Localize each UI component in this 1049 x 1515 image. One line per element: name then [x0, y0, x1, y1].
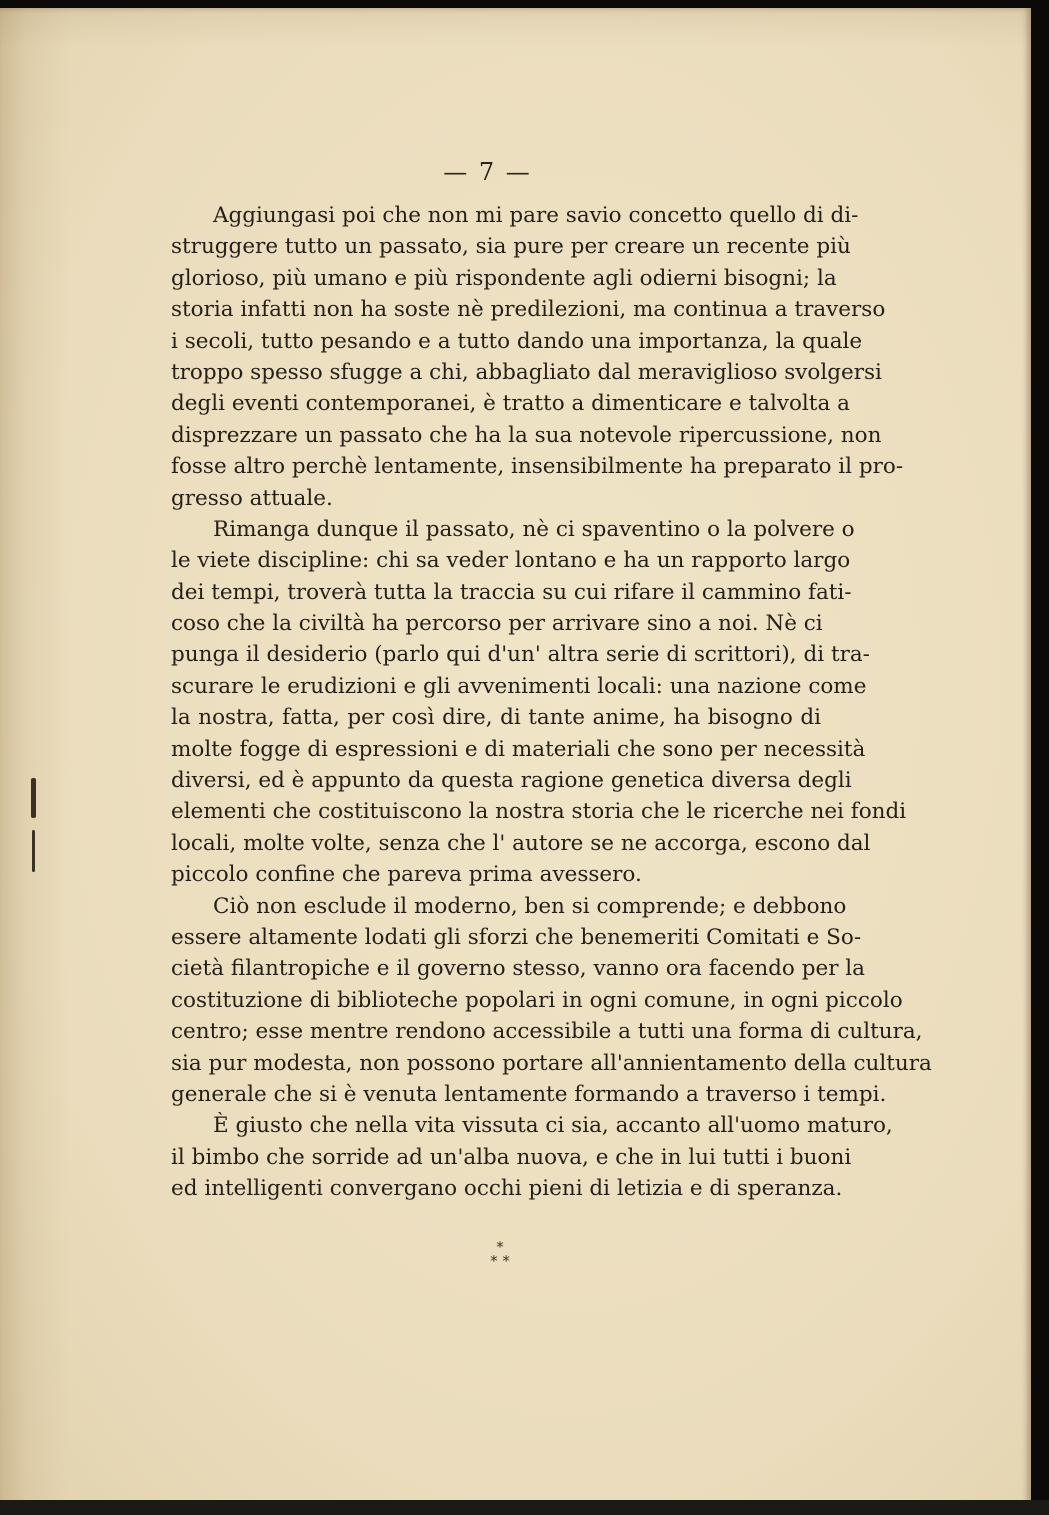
text-line: sia pur modesta, non possono portare all'annientamento della cultura — [171, 1050, 932, 1076]
text-line: gresso attuale. — [171, 485, 333, 511]
text-line: il bimbo che sorride ad un'alba nuova, e che in lui tutti i buoni — [171, 1144, 852, 1170]
paragraph — [171, 200, 904, 514]
text-line: scurare le erudizioni e gli avvenimenti locali: una nazione come — [171, 673, 867, 699]
text-line: i secoli, tutto pesando e a tutto dando una importanza, la quale — [171, 328, 863, 354]
page-number: — 7 — — [443, 158, 532, 186]
text-line: locali, molte volte, senza che l' autore se ne accorga, escono dal — [171, 830, 871, 856]
text-line: costituzione di biblioteche popolari in ogni comune, in ogni piccolo — [171, 987, 903, 1013]
binding-stitch — [31, 778, 36, 818]
text-line: essere altamente lodati gli sforzi che benemeriti Comitati e So- — [171, 924, 862, 950]
section-separator — [470, 1240, 530, 1268]
paragraph — [171, 1110, 893, 1204]
text-line: molte fogge di espressioni e di materiali che sono per necessità — [171, 736, 866, 762]
text-line: struggere tutto un passato, sia pure per creare un recente più — [171, 234, 851, 260]
text-line: disprezzare un passato che ha la sua notevole ripercussione, non — [171, 422, 882, 448]
body-text — [171, 200, 932, 1205]
text-line: Aggiungasi poi che non mi pare savio concetto quello di di- — [213, 203, 859, 228]
text-line: troppo spesso sfugge a chi, abbagliato dal meraviglioso svolgersi — [171, 359, 882, 385]
text-line: centro; esse mentre rendono accessibile a tutti una forma di cultura, — [171, 1019, 923, 1045]
binding-stitch — [32, 830, 35, 872]
text-line: ed intelligenti convergano occhi pieni di letizia e di speranza. — [171, 1176, 843, 1202]
text-line: elementi che costituiscono la nostra storia che le ricerche nei fondi — [171, 799, 907, 825]
text-line: dei tempi, troverà tutta la traccia su cui rifare il cammino fati- — [171, 579, 852, 605]
book-page — [0, 8, 1031, 1508]
text-line: punga il desiderio (parlo qui d'un' altra serie di scrittori), di tra- — [171, 642, 870, 668]
paragraph — [171, 891, 932, 1111]
text-line: È giusto che nella vita vissuta ci sia, accanto all'uomo maturo, — [213, 1113, 893, 1139]
text-line: diversi, ed è appunto da questa ragione genetica diversa degli — [171, 768, 852, 794]
text-line: generale che si è venuta lentamente formando a traverso i tempi. — [171, 1081, 887, 1107]
text-line: degli eventi contemporanei, è tratto a dimenticare e talvolta a — [171, 391, 850, 417]
text-line: fosse altro perchè lentamente, insensibilmente ha preparato il pro- — [171, 454, 904, 480]
asterism-top: * — [496, 1238, 504, 1256]
scan-border — [0, 1500, 1049, 1515]
asterism-bottom: * * — [490, 1252, 510, 1270]
text-line: le viete discipline: chi sa veder lontano e ha un rapporto largo — [171, 548, 851, 574]
text-line: glorioso, più umano e più rispondente agli odierni bisogni; la — [171, 265, 837, 291]
text-line: coso che la civiltà ha percorso per arrivare sino a noi. Nè ci — [171, 611, 823, 637]
text-line: Rimanga dunque il passato, nè ci spaventino o la polvere o — [213, 516, 855, 542]
text-line: cietà filantropiche e il governo stesso, vanno ora facendo per la — [171, 956, 865, 982]
text-line: piccolo confine che pareva prima avessero. — [171, 862, 642, 888]
text-line: Ciò non esclude il moderno, ben si comprende; e debbono — [213, 893, 847, 919]
paragraph — [171, 514, 907, 891]
text-line: la nostra, fatta, per così dire, di tante anime, ha bisogno di — [171, 705, 821, 731]
text-line: storia infatti non ha soste nè predilezioni, ma continua a traverso — [171, 297, 886, 323]
